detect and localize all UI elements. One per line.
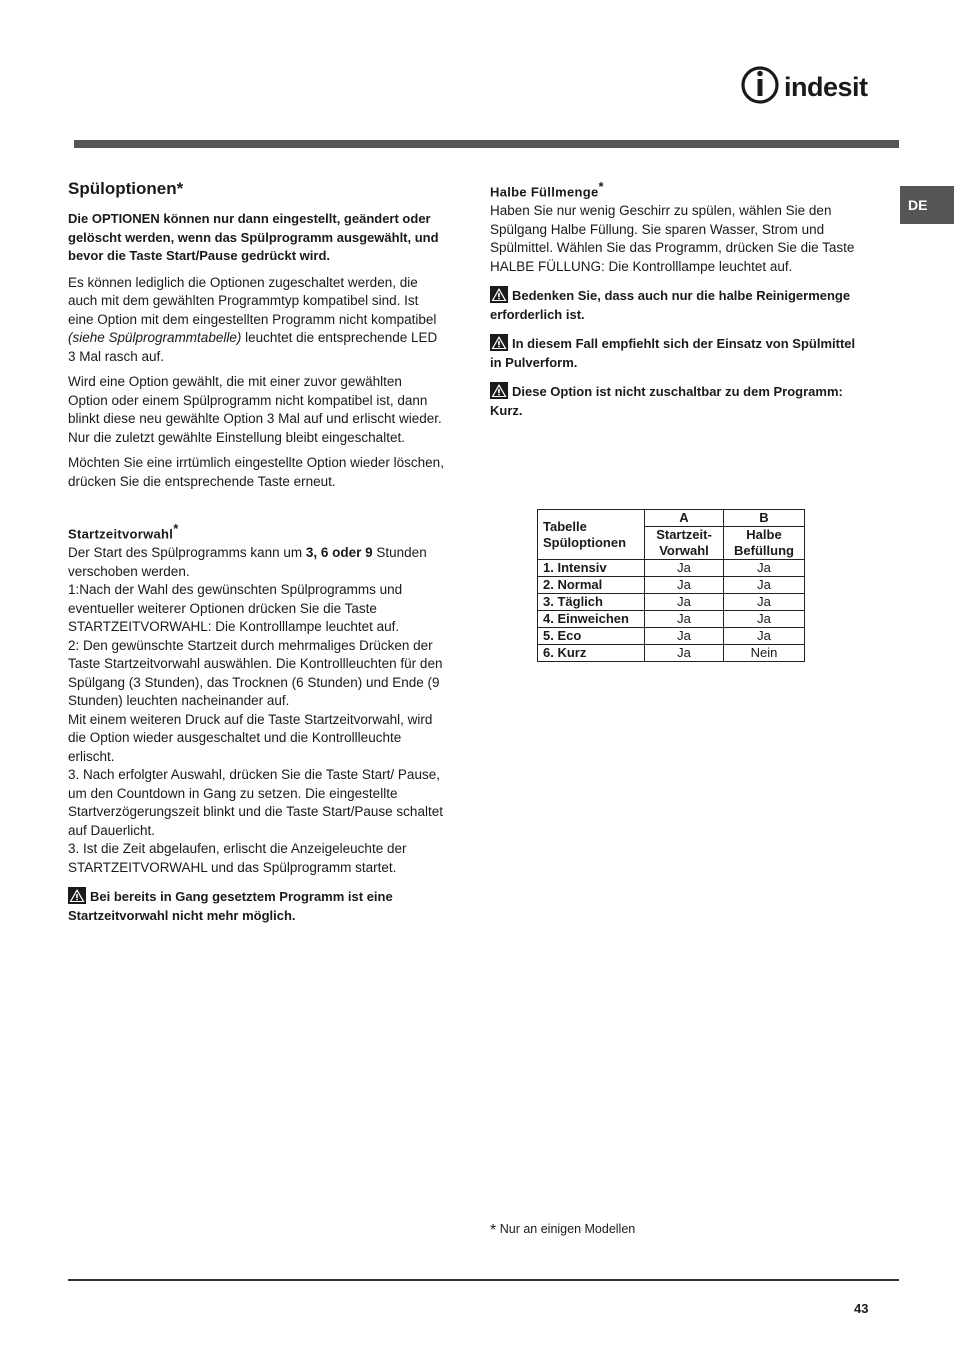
cell-b: Ja <box>724 628 805 645</box>
language-tab: DE <box>900 186 954 224</box>
compat-paragraph: Es können lediglich die Optionen zugeschaltet werden, die auch mit dem gewählten Programmtyp kompatibel sind. Ist eine Option mit dem eingestellten Programm nicht kompatibel (siehe Spülprogrammtabelle) leuchtet die entsprechende LED 3 Mal rasch auf. <box>68 274 438 364</box>
table-row <box>538 577 805 594</box>
svg-text:indesit: indesit <box>784 72 868 102</box>
startzeit-step-1: 1:Nach der Wahl des gewünschten Spülprogramms und eventueller weiterer Optionen drücken Sie die Taste STARTZEITVORWAHL: Die Kontrolllampe leuchtet auf. <box>68 582 403 635</box>
startzeit-step-off: Mit einem weiteren Druck auf die Taste Startzeitvorwahl, wird die Option wieder ausgeschaltet und die Kontrollleuchte erlischt. <box>68 711 433 764</box>
table-row <box>538 645 805 662</box>
cell-b: Ja <box>724 594 805 611</box>
cell-a: Ja <box>645 611 724 628</box>
warning-icon <box>490 382 508 399</box>
conflict-paragraph: Wird eine Option gewählt, die mit einer zuvor gewählten Option oder einem Spülprogramm nicht kompatibel ist, dann blinkt diese neu gewählte Option 3 Mal auf und erlischt wieder. Nur die zuletzt gewählte Einstellung bleibt eingeschaltet. <box>68 374 442 445</box>
col-a-label: Startzeit-Vorwahl <box>645 527 724 560</box>
program-name: 6. Kurz <box>538 645 645 662</box>
right-column <box>490 178 870 420</box>
warning-icon <box>490 286 508 303</box>
cell-b: Ja <box>724 560 805 577</box>
intro-text: Die OPTIONEN können nur dann eingestellt, geändert oder gelöscht werden, wenn das Spülprogramm ausgewählt, und bevor die Taste Start/Pause gedrückt wird. <box>68 211 439 263</box>
program-name: 2. Normal <box>538 577 645 594</box>
col-b-label: Halbe Befüllung <box>724 527 805 560</box>
col-b-header: B <box>724 510 805 527</box>
cell-a: Ja <box>645 577 724 594</box>
table-row <box>538 594 805 611</box>
half-load-warning-1: Bedenken Sie, dass auch nur die halbe Reinigermenge erforderlich ist. <box>490 288 851 323</box>
col-a-header: A <box>645 510 724 527</box>
indesit-logo <box>740 64 892 106</box>
cell-b: Ja <box>724 577 805 594</box>
warning-icon <box>490 334 508 351</box>
options-table <box>537 509 805 662</box>
footer-rule <box>68 1279 899 1281</box>
startzeit-step-4: 3. Ist die Zeit abgelaufen, erlischt die Anzeigeleuchte der STARTZEITVORWAHL und das Spülprogramm startet. <box>68 841 407 875</box>
cell-a: Ja <box>645 645 724 662</box>
half-load-heading: Halbe Füllmenge* <box>490 179 604 200</box>
cell-a: Ja <box>645 560 724 577</box>
header-rule <box>74 140 899 148</box>
footnote: * Nur an einigen Modellen <box>490 1222 636 1239</box>
cell-a: Ja <box>645 628 724 645</box>
table-row <box>538 560 805 577</box>
table-row <box>538 611 805 628</box>
left-column <box>68 178 444 925</box>
startzeit-step-3: 3. Nach erfolgter Auswahl, drücken Sie die Taste Start/ Pause, um den Countdown in Gang zu setzen. Die eingestellte Startverzögerungszeit blinkt und die Taste Start/Pause schaltet auf Dauerlicht. <box>68 767 443 838</box>
startzeit-step-2: 2: Den gewünschte Startzeit durch mehrmaliges Drücken der Taste Startzeitvorwahl auswählen. Die Kontrollleuchten für den Spülgang (3 Stunden), das Trocknen (6 Stunden) und Ende (9 Stunden) leuchten nacheinander auf. <box>68 637 443 709</box>
half-load-warning-2: In diesem Fall empfiehlt sich der Einsatz von Spülmittel in Pulverform. <box>490 336 856 371</box>
startzeit-warning: Bei bereits in Gang gesetztem Programm ist eine Startzeitvorwahl nicht mehr möglich. <box>68 889 393 924</box>
half-load-text: Haben Sie nur wenig Geschirr zu spülen, wählen Sie den Spülgang Halbe Füllung. Sie sparen Wasser, Strom und Spülmittel. Wählen Sie das Programm, drücken Sie die Taste HALBE FÜLLUNG: Die Kontrolllampe leuchtet auf. <box>490 203 855 274</box>
cell-b: Ja <box>724 611 805 628</box>
reset-paragraph: Möchten Sie eine irrtümlich eingestellte Option wieder löschen, drücken Sie die entsprechende Taste erneut. <box>68 455 444 489</box>
program-name: 4. Einweichen <box>538 611 645 628</box>
startzeit-heading: Startzeitvorwahl* <box>68 521 179 542</box>
program-name: 3. Täglich <box>538 594 645 611</box>
program-name: 5. Eco <box>538 628 645 645</box>
warning-icon <box>68 887 86 904</box>
table-reference: (siehe Spülprogrammtabelle) <box>68 330 242 345</box>
program-name: 1. Intensiv <box>538 560 645 577</box>
page-number: 43 <box>854 1301 869 1316</box>
page-title: Spüloptionen* <box>68 179 184 198</box>
table-title: Tabelle Spüloptionen <box>538 510 645 560</box>
cell-b: Nein <box>724 645 805 662</box>
table-row <box>538 628 805 645</box>
half-load-warning-3: Diese Option ist nicht zuschaltbar zu dem Programm: Kurz. <box>490 384 843 419</box>
cell-a: Ja <box>645 594 724 611</box>
startzeit-intro: Der Start des Spülprogramms kann um 3, 6 oder 9 Stunden verschoben werden. <box>68 545 427 579</box>
